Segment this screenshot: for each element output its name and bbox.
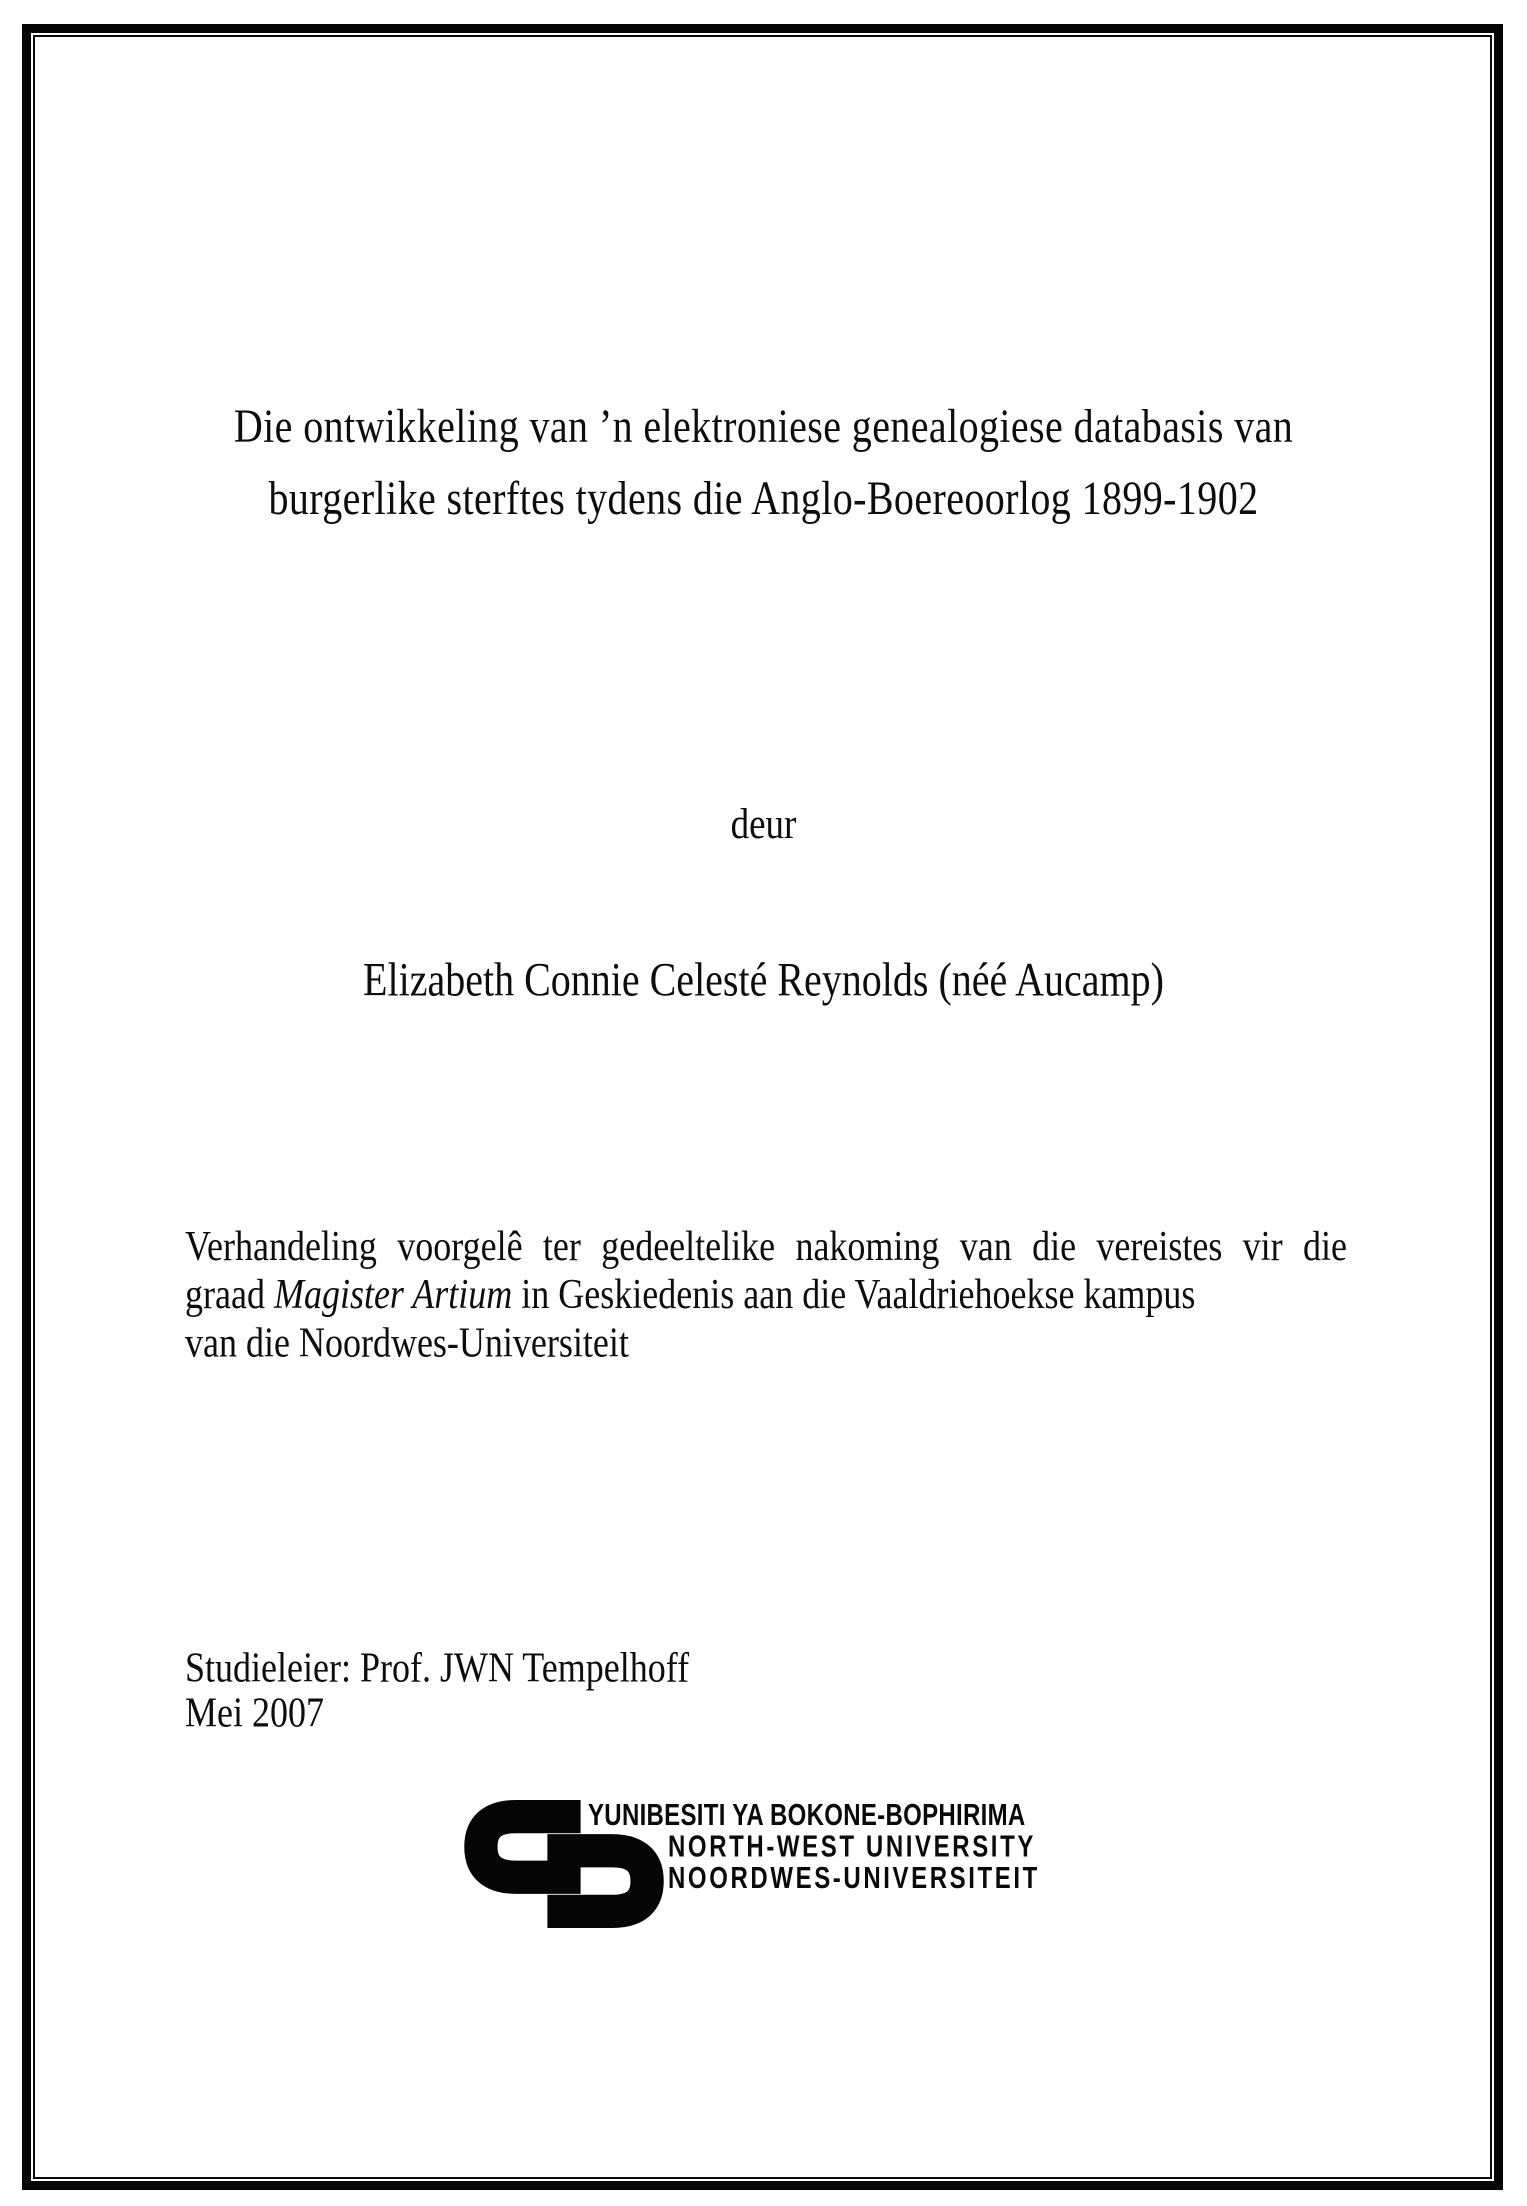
supervisor-block	[185, 1645, 689, 1735]
logo-text-afrikaans: NOORDWES-UNIVERSITEIT	[668, 1861, 1040, 1896]
thesis-title	[0, 390, 1527, 534]
logo-text-english: NORTH-WEST UNIVERSITY	[668, 1830, 1036, 1865]
university-logo-text	[588, 1800, 1040, 1895]
byline-label: deur	[730, 800, 797, 849]
degree-name-italic: Magister Artium	[273, 1270, 513, 1318]
degree-statement-line-2-post: in Geskiedenis aan die Vaaldriehoekse kampus	[512, 1270, 1196, 1318]
degree-statement	[185, 1222, 1347, 1367]
logo-text-setswana: YUNIBESITI YA BOKONE-BOPHIRIMA	[588, 1798, 1026, 1833]
university-logo	[463, 1798, 1123, 1943]
degree-statement-line-2	[185, 1270, 1347, 1318]
degree-statement-line-1: Verhandeling voorgelê ter gedeeltelike nakoming van die vereistes vir die	[185, 1222, 1347, 1270]
thesis-title-line-1: Die ontwikkeling van ’n elektroniese genealogiese databasis van	[233, 399, 1294, 453]
date-line: Mei 2007	[185, 1688, 324, 1736]
degree-statement-line-2-pre: graad	[185, 1270, 274, 1318]
thesis-title-line-2: burgerlike sterftes tydens die Anglo-Boereoorlog 1899-1902	[268, 471, 1259, 525]
supervisor-line: Studieleier: Prof. JWN Tempelhoff	[185, 1643, 690, 1692]
degree-statement-line-3: van die Noordwes-Universiteit	[185, 1318, 629, 1366]
author-name: Elizabeth Connie Celesté Reynolds (néé Aucamp)	[363, 953, 1164, 1007]
